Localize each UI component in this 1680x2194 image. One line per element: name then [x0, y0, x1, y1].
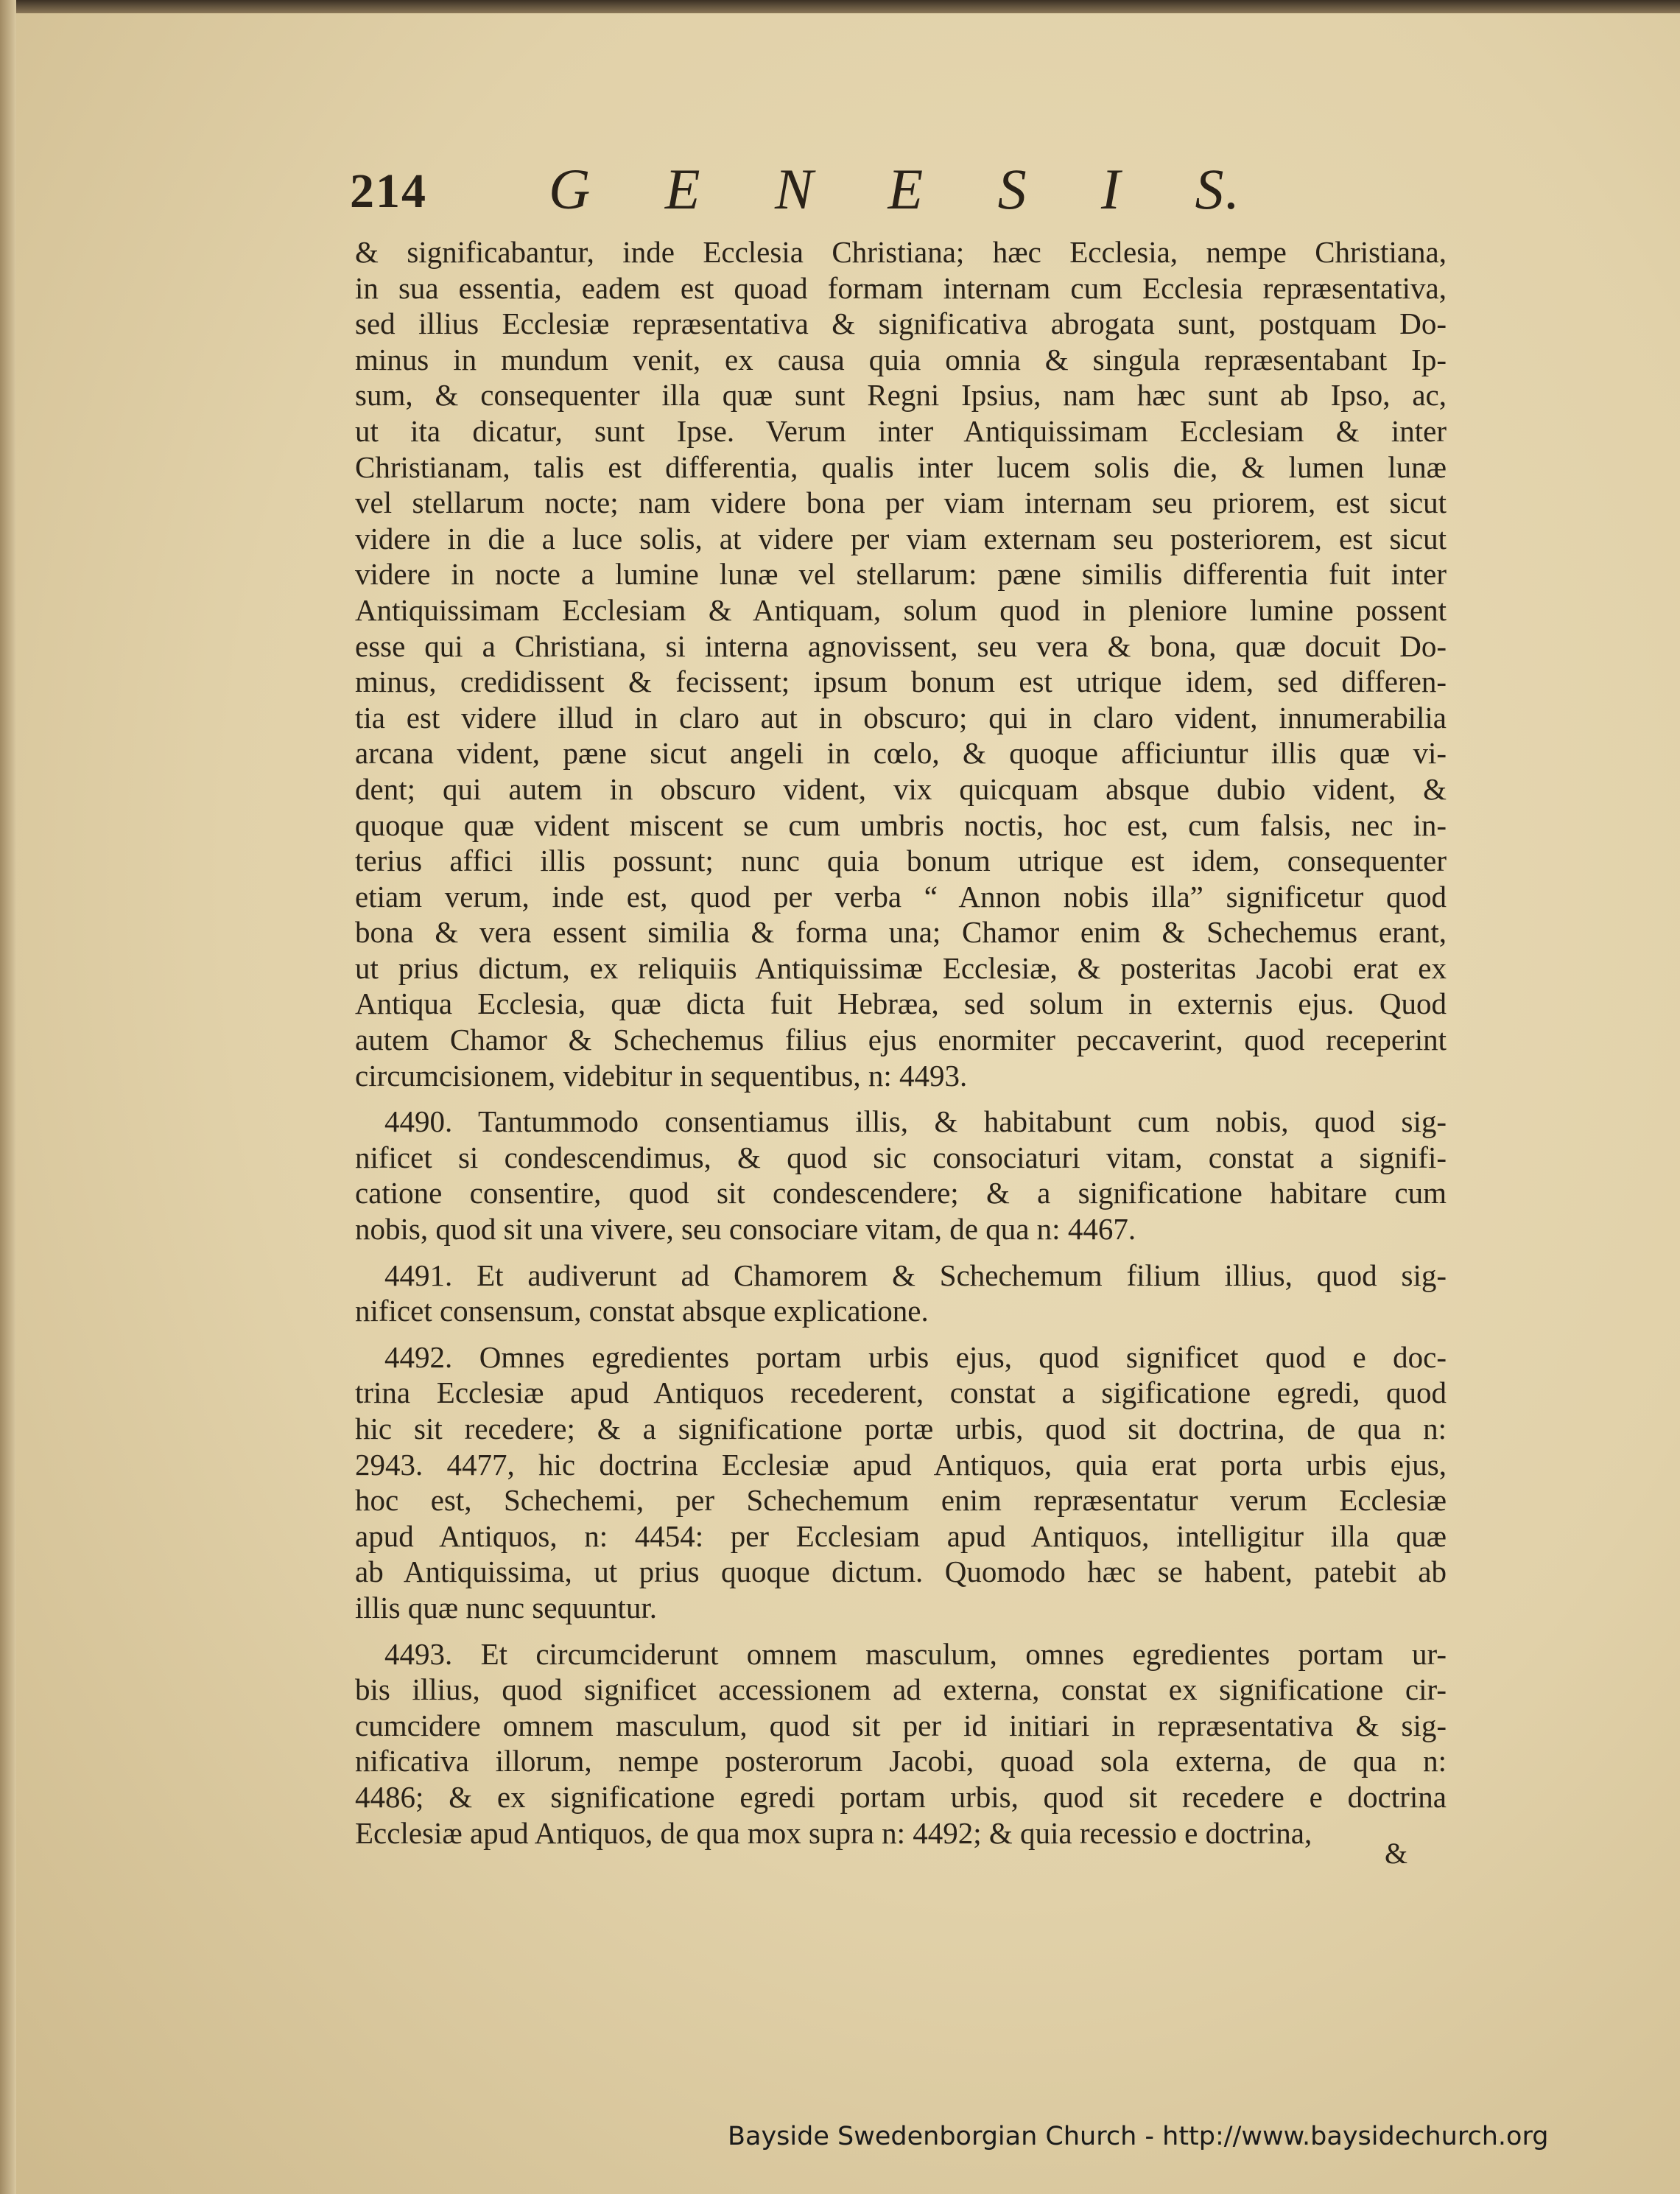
text-line: autem Chamor & Schechemus filius ejus enormiter peccaverint, quod receperint — [355, 1023, 1447, 1057]
paragraph-gap — [355, 1093, 1447, 1104]
paragraph-gap — [355, 1329, 1447, 1339]
text-line: in sua essentia, eadem est quoad formam internam cum Ecclesia repræsentativa, — [355, 270, 1447, 305]
text-line: catione consentire, quod sit condescendere; & a significatione habitare cum — [355, 1176, 1447, 1210]
text-line: arcana vident, pæne sicut angeli in cœlo, & quoque afficiuntur illis quæ vi- — [355, 736, 1447, 771]
running-title-letter: E — [888, 157, 925, 221]
text-line: apud Antiquos, n: 4454: per Ecclesiam apud Antiquos, intelligitur illa quæ — [355, 1518, 1447, 1553]
text-line: terius affici illis possunt; nunc quia bonum utrique est idem, consequenter — [355, 844, 1447, 878]
text-line: ut ita dicatur, sunt Ipse. Verum inter Antiquissimam Ecclesiam & inter — [355, 413, 1447, 448]
text-line: trina Ecclesiæ apud Antiquos recederent, constat a sigificatione egredi, quod — [355, 1375, 1447, 1410]
text-line: 4491. Et audiverunt ad Chamorem & Schechemum filium illius, quod sig- — [384, 1258, 1447, 1292]
running-title-letter: S — [997, 157, 1028, 221]
text-line: vel stellarum nocte; nam videre bona per viam internam seu priorem, est sicut — [355, 486, 1447, 520]
text-line: bona & vera essent similia & forma una; Chamor enim & Schechemus erant, — [355, 915, 1447, 950]
text-line: tia est videre illud in claro aut in obscuro; qui in claro vident, innumerabilia — [355, 700, 1447, 735]
running-title-letter: I — [1101, 157, 1122, 221]
running-title — [549, 156, 1241, 222]
text-line: & significabantur, inde Ecclesia Christiana; hæc Ecclesia, nempe Christiana, — [355, 235, 1447, 269]
paragraph — [355, 234, 1447, 1093]
text-line: minus, credidissent & fecissent; ipsum bonum est utrique idem, sed differen- — [355, 665, 1447, 699]
text-line: 4492. Omnes egredientes portam urbis ejus, quod significet quod e doc- — [384, 1339, 1447, 1374]
text-line: quoque quæ vident miscent se cum umbris noctis, hoc est, cum falsis, nec in- — [355, 807, 1447, 842]
text-line: Antiqua Ecclesia, quæ dicta fuit Hebræa, sed solum in externis ejus. Quod — [355, 986, 1447, 1021]
text-line: bis illius, quod significet accessionem ad externa, constat ex significatione cir- — [355, 1672, 1447, 1707]
page-header — [350, 156, 1241, 222]
text-line: circumcisionem, videbitur in sequentibus, n: 4493. — [355, 1058, 968, 1093]
watermark-credit: Bayside Swedenborgian Church - http://www.baysidechurch.org — [728, 2122, 1549, 2151]
page-number: 214 — [350, 164, 427, 218]
paragraph — [355, 1258, 1447, 1329]
text-line: Antiquissimam Ecclesiam & Antiquam, solum quod in pleniore lumine possent — [355, 592, 1447, 627]
running-title-letter: G — [549, 157, 592, 221]
running-title-letter: S. — [1195, 157, 1241, 221]
text-line: nificativa illorum, nempe posterorum Jacobi, quoad sola externa, de qua n: — [355, 1744, 1447, 1778]
text-line: nificet consensum, constat absque explicatione. — [355, 1294, 929, 1328]
text-line: minus in mundum venit, ex causa quia omnia & singula repræsentabant Ip- — [355, 342, 1447, 376]
text-line: 4490. Tantummodo consentiamus illis, & habitabunt cum nobis, quod sig- — [384, 1104, 1447, 1139]
text-line: 4486; & ex significatione egredi portam urbis, quod sit recedere e doctrina — [355, 1779, 1447, 1814]
text-line: hoc est, Schechemi, per Schechemum enim repræsentatur verum Ecclesiæ — [355, 1483, 1447, 1518]
running-title-letter: E — [664, 157, 702, 221]
text-line: ut prius dictum, ex reliquiis Antiquissimæ Ecclesiæ, & posteritas Jacobi erat ex — [355, 950, 1447, 985]
text-line: nobis, quod sit una vivere, seu consociare vitam, de qua n: 4467. — [355, 1212, 1136, 1247]
running-title-letter: N — [774, 157, 815, 221]
text-line: sed illius Ecclesiæ repræsentativa & significativa abrogata sunt, postquam Do- — [355, 306, 1447, 341]
text-line: dent; qui autem in obscuro vident, vix quicquam absque dubio vident, & — [355, 771, 1447, 806]
paragraph — [355, 1104, 1447, 1247]
paragraph-gap — [355, 1626, 1447, 1636]
text-line: ab Antiquissima, ut prius quoque dictum. Quomodo hæc se habent, patebit ab — [355, 1555, 1447, 1589]
text-line: Christianam, talis est differentia, qualis inter lucem solis die, & lumen lunæ — [355, 449, 1447, 484]
paragraph — [355, 1339, 1447, 1626]
text-line: Ecclesiæ apud Antiquos, de qua mox supra n: 4492; & quia recessio e doctrina, — [355, 1815, 1312, 1850]
page-binding-edge — [0, 0, 16, 2194]
text-line: nificet si condescendimus, & quod sic consociaturi vitam, constat a signifi- — [355, 1140, 1447, 1174]
text-line: videre in die a luce solis, at videre per viam externam seu posteriorem, est sicut — [355, 521, 1447, 555]
catchword: & — [1385, 1837, 1408, 1870]
text-line: sum, & consequenter illa quæ sunt Regni Ipsius, nam hæc sunt ab Ipso, ac, — [355, 378, 1447, 413]
text-line: hic sit recedere; & a significatione portæ urbis, quod sit doctrina, de qua n: — [355, 1412, 1447, 1445]
paragraph-gap — [355, 1247, 1447, 1258]
text-line: 4493. Et circumciderunt omnem masculum, omnes egredientes portam ur- — [384, 1636, 1447, 1671]
paragraph — [355, 1636, 1447, 1851]
text-line: cumcidere omnem masculum, quod sit per id initiari in repræsentativa & sig- — [355, 1708, 1447, 1742]
text-line: etiam verum, inde est, quod per verba “ Annon nobis illa” significetur quod — [355, 879, 1447, 914]
text-line: esse qui a Christiana, si interna agnovissent, seu vera & bona, quæ docuit Do- — [355, 628, 1447, 663]
text-line: 2943. 4477, hic doctrina Ecclesiæ apud Antiquos, quia erat porta urbis ejus, — [355, 1447, 1447, 1482]
text-line: illis quæ nunc sequuntur. — [355, 1590, 657, 1625]
body-text — [355, 234, 1447, 1851]
text-line: videre in nocte a lumine lunæ vel stellarum: pæne similis differentia fuit inter — [355, 557, 1447, 592]
page-top-edge — [0, 0, 1680, 13]
